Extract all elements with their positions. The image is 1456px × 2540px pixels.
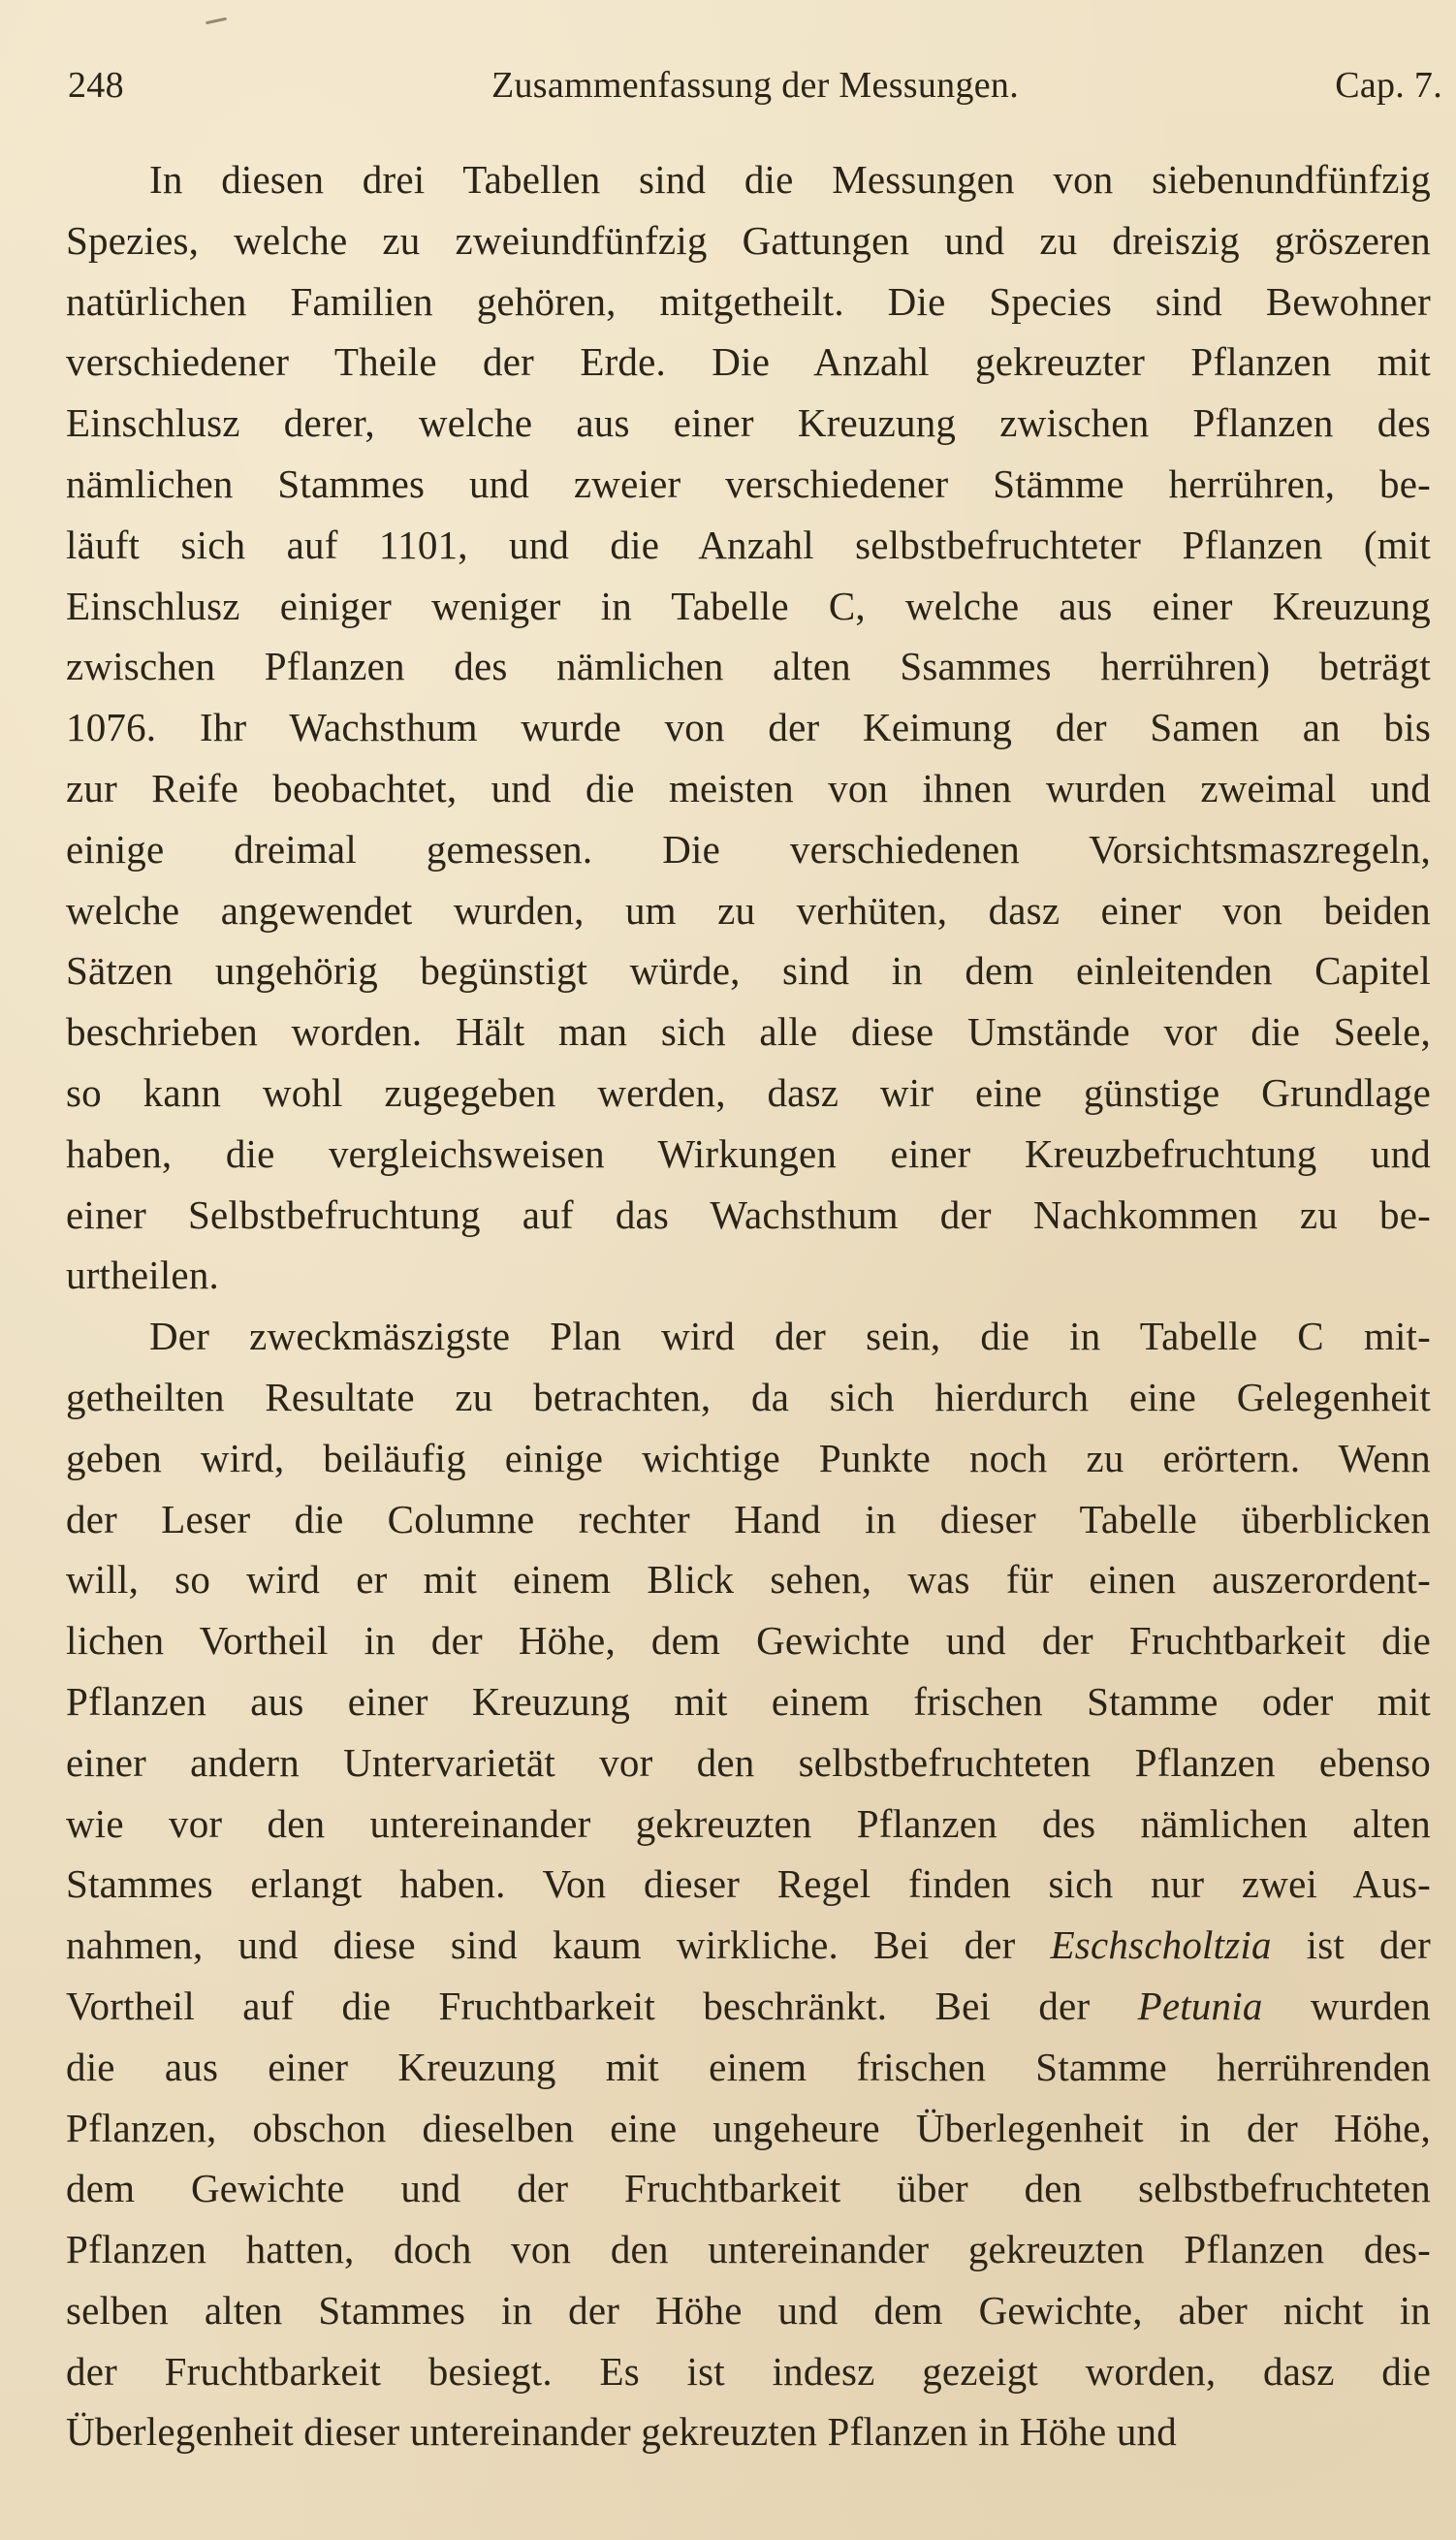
text-line: selben alten Stammes in der Höhe und dem Gewichte, aber nicht in <box>66 2287 1431 2333</box>
text-line: zwischen Pflanzen des nämlichen alten Ssammes herrühren) beträgt <box>66 644 1431 689</box>
italic-species-name: Petunia <box>1137 1983 1263 2028</box>
text-line: welche angewendet wurden, um zu verhüten, dasz einer von beiden <box>66 887 1431 933</box>
text-line: zur Reife beobachtet, und die meisten von ihnen wurden zweimal und <box>66 765 1431 810</box>
text-line: 1076. Ihr Wachsthum wurde von der Keimung der Samen an bis <box>66 705 1431 750</box>
text-line: nahmen, und diese sind kaum wirkliche. Bei der Eschscholtzia ist der <box>66 1922 1431 1968</box>
text-line: nämlichen Stammes und zweier verschiedener Stämme herrühren, be- <box>66 460 1431 506</box>
text-line: In diesen drei Tabellen sind die Messungen von siebenundfünfzig <box>149 157 1431 202</box>
page-number: 248 <box>68 65 124 106</box>
text-line: Vortheil auf die Fruchtbarkeit beschränkt. Bei der Petunia wurden <box>66 1983 1431 2028</box>
chapter-reference: Cap. 7. <box>1335 65 1442 106</box>
text-line: so kann wohl zugegeben werden, dasz wir eine günstige Grundlage <box>66 1069 1431 1115</box>
text-line: einer Selbstbefruchtung auf das Wachsthum der Nachkommen zu be- <box>66 1191 1431 1237</box>
text-line: Pflanzen hatten, doch von den untereinander gekreuzten Pflanzen des- <box>66 2227 1431 2272</box>
body-text <box>66 149 1431 2462</box>
text-line: dem Gewichte und der Fruchtbarkeit über den selbstbefruchteten <box>66 2166 1431 2211</box>
running-title: Zusammenfassung der Messungen. <box>491 65 1020 106</box>
text-line: der Fruchtbarkeit besiegt. Es ist indesz gezeigt worden, dasz die <box>66 2348 1431 2394</box>
text-line: urtheilen. <box>66 1253 219 1298</box>
text-line: lichen Vortheil in der Höhe, dem Gewichte und der Fruchtbarkeit die <box>66 1618 1431 1664</box>
text-line: Pflanzen, obschon dieselben eine ungeheure Überlegenheit in der Höhe, <box>66 2105 1431 2150</box>
text-line: haben, die vergleichsweisen Wirkungen einer Kreuzbefruchtung und <box>66 1130 1431 1176</box>
text-line: Pflanzen aus einer Kreuzung mit einem frischen Stamme oder mit <box>66 1678 1431 1724</box>
paragraph-2 <box>66 1306 1431 2462</box>
text-line: beschrieben worden. Hält man sich alle diese Umstände vor die Seele, <box>66 1009 1431 1055</box>
text-line: der Leser die Columne rechter Hand in dieser Tabelle überblicken <box>66 1496 1431 1541</box>
paragraph-1 <box>66 149 1431 1306</box>
text-line: getheilten Resultate zu betrachten, da sich hierdurch eine Gelegenheit <box>66 1374 1431 1419</box>
text-line: will, so wird er mit einem Blick sehen, was für einen auszerordent- <box>66 1557 1431 1603</box>
text-line: läuft sich auf 1101, und die Anzahl selbstbefruchteter Pflanzen (mit <box>66 522 1431 567</box>
text-line: geben wird, beiläufig einige wichtige Punkte noch zu erörtern. Wenn <box>66 1435 1431 1480</box>
text-line: einige dreimal gemessen. Die verschiedenen Vorsichtsmaszregeln, <box>66 826 1431 872</box>
text-line: Der zweckmäszigste Plan wird der sein, die in Tabelle C mit- <box>149 1314 1431 1359</box>
italic-species-name: Eschscholtzia <box>1050 1922 1272 1968</box>
text-line: Überlegenheit dieser untereinander gekreuzten Pflanzen in Höhe und <box>66 2409 1177 2455</box>
text-line: natürlichen Familien gehören, mitgetheilt. Die Species sind Bewohner <box>66 278 1431 324</box>
text-line: Stammes erlangt haben. Von dieser Regel finden sich nur zwei Aus- <box>66 1861 1431 1907</box>
text-line: Spezies, welche zu zweiundfünfzig Gattungen und zu dreiszig gröszeren <box>66 217 1431 263</box>
ink-speck <box>206 17 227 25</box>
text-line: Sätzen ungehörig begünstigt würde, sind in dem einleitenden Capitel <box>66 948 1431 994</box>
text-line: einer andern Untervarietät vor den selbstbefruchteten Pflanzen ebenso <box>66 1739 1431 1785</box>
text-line: wie vor den untereinander gekreuzten Pflanzen des nämlichen alten <box>66 1800 1431 1846</box>
text-line: Einschlusz einiger weniger in Tabelle C, welche aus einer Kreuzung <box>66 583 1431 628</box>
text-line: die aus einer Kreuzung mit einem frischen Stamme herrührenden <box>66 2044 1431 2089</box>
text-line: Einschlusz derer, welche aus einer Kreuzung zwischen Pflanzen des <box>66 400 1431 446</box>
text-line: verschiedener Theile der Erde. Die Anzahl gekreuzter Pflanzen mit <box>66 339 1431 385</box>
running-header <box>68 58 1442 112</box>
